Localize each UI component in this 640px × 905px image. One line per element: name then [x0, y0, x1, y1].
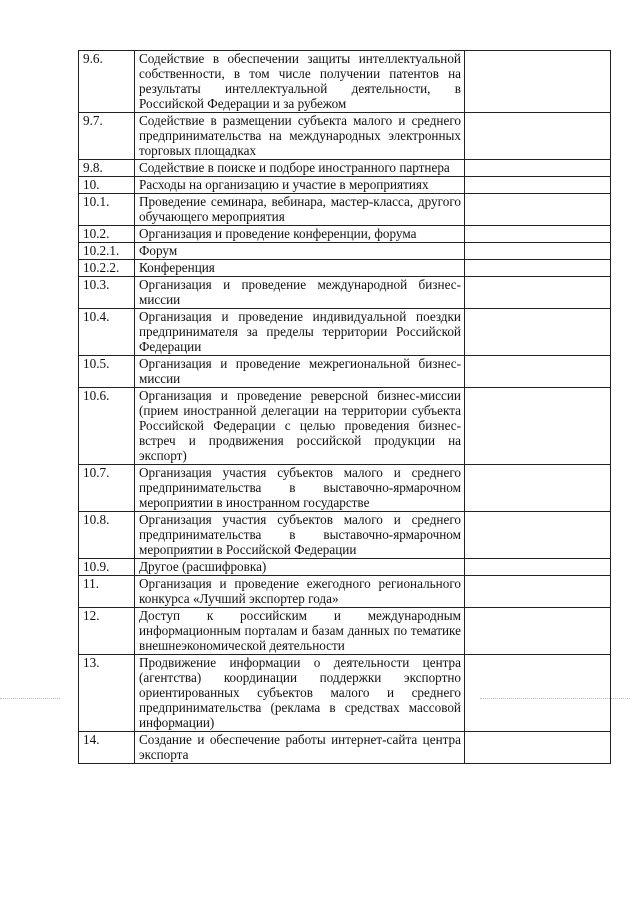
table-row [79, 559, 611, 576]
row-number: 12. [79, 608, 135, 655]
scan-artifact-line [0, 698, 60, 699]
row-description: Организация и проведение конференции, форума [135, 226, 465, 243]
row-number: 9.8. [79, 160, 135, 177]
table-row [79, 177, 611, 194]
table-row [79, 512, 611, 559]
row-description: Доступ к российским и международным информационным порталам и базам данных по тематике внешнеэкономической деятельности [135, 608, 465, 655]
row-number: 10.1. [79, 194, 135, 226]
table-row [79, 356, 611, 388]
table-row [79, 655, 611, 732]
table-row [79, 260, 611, 277]
row-number: 9.7. [79, 113, 135, 160]
row-description: Создание и обеспечение работы интернет-сайта центра экспорта [135, 732, 465, 764]
table-row [79, 608, 611, 655]
row-description: Организация и проведение межрегиональной бизнес-миссии [135, 356, 465, 388]
row-description: Проведение семинара, вебинара, мастер-класса, другого обучающего мероприятия [135, 194, 465, 226]
row-number: 10.9. [79, 559, 135, 576]
row-description: Продвижение информации о деятельности центра (агентства) координации поддержки экспортно ориентированных субъектов малого и среднего предпринимательства (реклама в средствах массовой информации) [135, 655, 465, 732]
document-page [78, 50, 610, 764]
row-value-cell [465, 356, 611, 388]
row-number: 10.2.1. [79, 243, 135, 260]
table-row [79, 113, 611, 160]
row-value-cell [465, 160, 611, 177]
row-description: Другое (расшифровка) [135, 559, 465, 576]
scan-artifact-line [480, 698, 630, 699]
row-number: 11. [79, 576, 135, 608]
row-value-cell [465, 388, 611, 465]
row-description: Содействие в размещении субъекта малого и среднего предпринимательства на международных электронных торговых площадках [135, 113, 465, 160]
table-row [79, 388, 611, 465]
row-value-cell [465, 732, 611, 764]
row-value-cell [465, 309, 611, 356]
row-value-cell [465, 559, 611, 576]
expenses-table [78, 50, 611, 764]
table-row [79, 51, 611, 113]
row-value-cell [465, 194, 611, 226]
row-number: 10.4. [79, 309, 135, 356]
row-value-cell [465, 576, 611, 608]
row-description: Расходы на организацию и участие в мероприятиях [135, 177, 465, 194]
row-description: Конференция [135, 260, 465, 277]
row-number: 10.7. [79, 465, 135, 512]
row-number: 10.2. [79, 226, 135, 243]
row-number: 9.6. [79, 51, 135, 113]
row-value-cell [465, 226, 611, 243]
table-row [79, 160, 611, 177]
row-description: Организация и проведение индивидуальной поездки предпринимателя за пределы территории Российской Федерации [135, 309, 465, 356]
row-number: 10.2.2. [79, 260, 135, 277]
row-description: Форум [135, 243, 465, 260]
row-number: 10.8. [79, 512, 135, 559]
row-number: 13. [79, 655, 135, 732]
row-value-cell [465, 260, 611, 277]
table-row [79, 194, 611, 226]
table-row [79, 309, 611, 356]
table-row [79, 277, 611, 309]
table-row [79, 226, 611, 243]
row-value-cell [465, 277, 611, 309]
row-description: Организация и проведение международной бизнес-миссии [135, 277, 465, 309]
row-value-cell [465, 177, 611, 194]
row-value-cell [465, 512, 611, 559]
row-value-cell [465, 113, 611, 160]
row-value-cell [465, 655, 611, 732]
row-value-cell [465, 51, 611, 113]
row-description: Организация и проведение реверсной бизнес-миссии (прием иностранной делегации на территории субъекта Российской Федерации с целью проведения бизнес-встреч и продвижения российской продукции на экспорт) [135, 388, 465, 465]
row-description: Организация участия субъектов малого и среднего предпринимательства в выставочно-ярмарочном мероприятии в иностранном государстве [135, 465, 465, 512]
row-value-cell [465, 608, 611, 655]
row-value-cell [465, 243, 611, 260]
row-number: 10.5. [79, 356, 135, 388]
table-row [79, 243, 611, 260]
row-number: 14. [79, 732, 135, 764]
row-description: Содействие в обеспечении защиты интеллектуальной собственности, в том числе получении патентов на результаты интеллектуальной деятельности, в Российской Федерации и за рубежом [135, 51, 465, 113]
row-description: Организация и проведение ежегодного регионального конкурса «Лучший экспортер года» [135, 576, 465, 608]
row-description: Организация участия субъектов малого и среднего предпринимательства в выставочно-ярмарочном мероприятии в Российской Федерации [135, 512, 465, 559]
row-number: 10.3. [79, 277, 135, 309]
table-row [79, 732, 611, 764]
row-number: 10. [79, 177, 135, 194]
row-number: 10.6. [79, 388, 135, 465]
row-description: Содействие в поиске и подборе иностранного партнера [135, 160, 465, 177]
table-row [79, 576, 611, 608]
table-body [79, 51, 611, 764]
table-row [79, 465, 611, 512]
row-value-cell [465, 465, 611, 512]
